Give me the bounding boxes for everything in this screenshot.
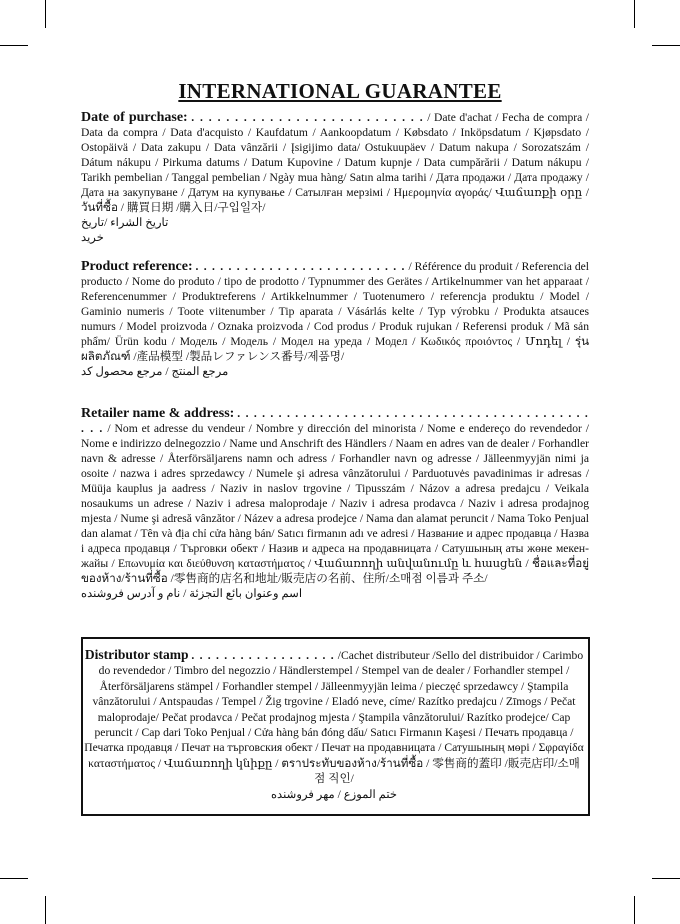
date-of-purchase-arabic: تاريخ الشراء /تاريخ خرید [81, 216, 169, 244]
retailer-field[interactable]: . . . . . . . . . . . . . . . . . . . . . . . . . . . . . . . . . . . . . . . . . . . . . . [81, 407, 589, 435]
crop-mark [0, 45, 28, 46]
date-of-purchase-label: Date of purchase: [81, 110, 188, 125]
crop-mark [634, 896, 635, 924]
product-reference-section [81, 259, 589, 379]
retailer-translations: / Nom et adresse du vendeur / Nombre y dirección del minorista / Nome e endereço do revendedor / Nome e indirizzo delnegozzio / Name und Anschrift des Händlers / Naam en adres van de dealer / Forhandler navn & adresse / Återförsäljarens namn och adress / Forhandler navn og adresse / Jälleenmyyjän nimi ja osoite / nazwa i adres sprzedawcy / Numele şi adresa vânzătorului / Parduotuvės pavadinimas ir adresas / Müüja kauplus ja aadress / Naziv in naslov trgovine / Tipusszám / Názov a adresa predajcu / Veikala nosaukums un adrese / Naziv i adresa maloprodaje / Naziv i adresa prodavca / Naziv i adresa prodajnog mjesta / Nume şi adresă vânzător / Název a adresa prodejce / Nama dan alamat peruncit / Nama Toko Penjual dan alamat / Tên và địa chỉ cửa hàng bán/ Satıcı firmanın adı ve adresi / Название и адрес продавца / Назва і адреса продавця / Търговки обект / Назив и адреса на продавницата / Сатушының аты жөне мекен-жайы / Επωνυμία και διεύθυνση καταστήματος / Վաճառողի անվանումը և հասցեն / ชื่อและที่อยู่ของห้าง/ร้านที่ซื้อ /零售商的店名和地址/販売店の名前、住所/소매점 이름과 주소/ [81, 422, 590, 585]
date-of-purchase-section [81, 110, 589, 245]
product-reference-arabic: مرجع المنتج / مرجع محصول کد [81, 365, 229, 378]
page-title: INTERNATIONAL GUARANTEE [178, 79, 502, 103]
distributor-stamp-arabic: ختم الموزع / مهر فروشنده [270, 787, 398, 801]
date-of-purchase-field[interactable]: . . . . . . . . . . . . . . . . . . . . . . . . . . . [191, 111, 424, 124]
crop-mark [0, 878, 28, 879]
date-of-purchase-translations: / Date d'achat / Fecha de compra / Data da compra / Data d'acquisto / Kaufdatum / Aankoopdatum / Købsdato / Inköpsdatum / Kjøpsdato / Ostopäivä / Data zakupu / Data vânzării / Įsigijimo data/ Ostukuupäev / Datum nakupa / Sorozatszám / Dátum nákupu / Pirkuma datums / Datum Kupovine / Datum kupnje / Data cumpărării / Datum nákupu / Tarikh pembelian / Tanggal pembelian / Ngày mua hàng/ Satın alma tarihi / Дата продажи / Дата продажу / Дата на закупуване / Датум на купување / Сатылған мерзімі / Ημερομηνία αγοράς/ Վաճառքի օրը /วันที่ซื้อ / 購買日期 /購入日/구입일자/ [81, 111, 590, 214]
crop-mark [652, 45, 680, 46]
product-reference-label: Product reference: [81, 259, 193, 274]
distributor-stamp-translations: /Cachet distributeur /Sello del distribuidor / Carimbo do revendedor / Timbro del negozzio / Händlerstempel / Stempel van de dealer / Forhandler stempel / Återförsäljarens stämpel / Forhandler stempel / Jälleenmyyjän leima / pieczęć sprzedawcy / Ştampila vânzătorului / Antspaudas / Tempel / Žig trgovine / Eladó neve, címe/ Razítko predajcu / Zīmogs / Pečat maloprodaje/ Pečat prodavca / Pečat prodajnog mjesta / Ştampila vânzătorului/ Razítko prodejce/ Cap peruncit / Cap dari Toko Penjual / Cửa hàng bán đóng dấu/ Satıcı Firmanın Kaşesi / Печать продавца / Печатка продавця / Печат на търговския обект / Печат на продавницата / Сатушының мөрі / Σφραγίδα καταστήματος / Վաճառողի կնիքը / ตราประทับของห้าง/ร้านที่ซื้อ / 零售商的蓋印 /販売店印/소매점 직인/ [84, 649, 584, 786]
crop-mark [634, 0, 635, 28]
distributor-stamp-field: . . . . . . . . . . . . . . . . . . [191, 649, 335, 662]
retailer-label: Retailer name & address: [81, 406, 235, 421]
crop-mark [45, 896, 46, 924]
crop-mark [652, 878, 680, 879]
product-reference-translations: / Référence du produit / Referencia del producto / Nome do produto / tipo de prodotto / Typnummer des Gerätes / Artikelnummer van het apparaat / Referencenummer / Produktreferens / Artikkelnummer / Tuotenumero / referencja produktu / Model / Gaminio numeris / Toote viitenumber / Tip aparata / Vásárlás kelte / Typ výrobku / Produkta atsauces numurs / Model proizvoda / Oznaka proizvoda / Cod produs / Produk rujukan / Referensi produk / Mã sản phẩm/ Ürün kodu / Модель / Модель / Модел на уреда / Модел / Κωδικός προιόντος / Մոդել / รุ่นผลิตภัณฑ์ /產品模型 /製品レファレンス番号/제품명/ [81, 260, 589, 363]
crop-mark [45, 0, 46, 28]
distributor-stamp-label: Distributor stamp [84, 647, 189, 662]
distributor-stamp-section [84, 647, 584, 802]
retailer-arabic: اسم وعنوان بائع التجزئة / نام و آدرس فروشنده [81, 587, 303, 600]
retailer-section [81, 406, 589, 601]
product-reference-field[interactable]: . . . . . . . . . . . . . . . . . . . . . . . . . . [195, 260, 406, 273]
